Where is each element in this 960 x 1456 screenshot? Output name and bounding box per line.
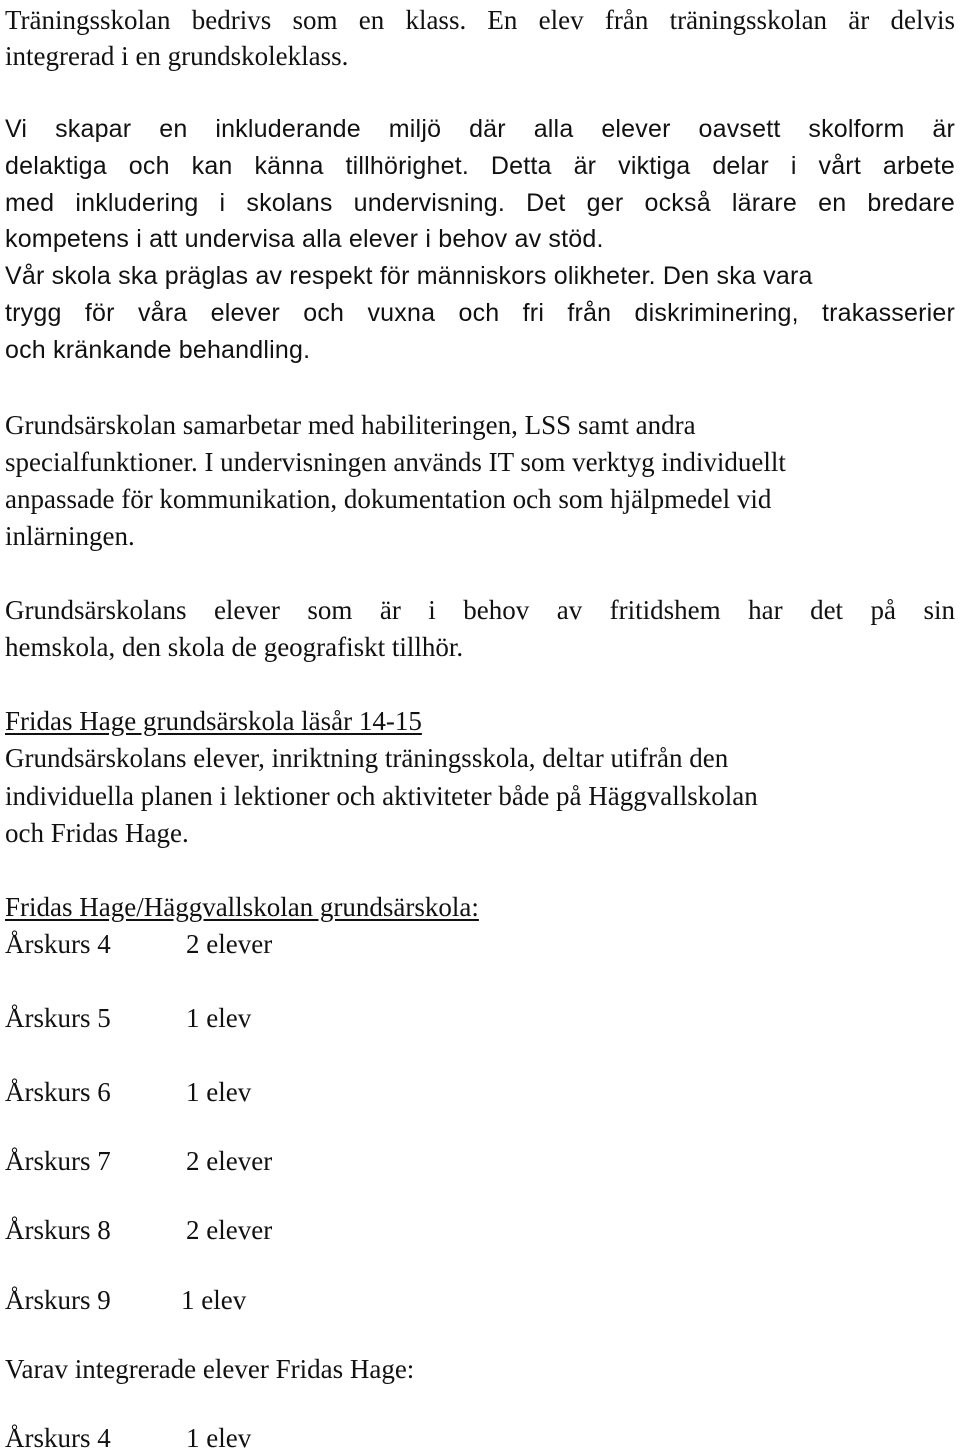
enrollment-heading: Fridas Hage/Häggvallskolan grundsärskola: bbox=[5, 892, 479, 922]
integrated-heading: Varav integrerade elever Fridas Hage: bbox=[5, 1354, 415, 1384]
integrated-row bbox=[5, 1420, 955, 1456]
cooperation-line-1: Grundsärskolan samarbetar med habiliteringen, LSS samt andra bbox=[5, 410, 696, 440]
cooperation-line-4: inlärningen. bbox=[5, 521, 135, 551]
inclusion-line-2: delaktiga och kan känna tillhörighet. Detta är viktiga delar i vårt arbete bbox=[5, 152, 955, 180]
inclusion-line-6: trygg för våra elever och vuxna och fri från diskriminering, trakasserier bbox=[5, 299, 955, 327]
enrollment-grade: Årskurs 9 bbox=[5, 1285, 111, 1315]
enrollment-count: 2 elever bbox=[186, 1215, 273, 1245]
inclusion-line-7: och kränkande behandling. bbox=[5, 336, 311, 364]
integrated-grade: Årskurs 4 bbox=[5, 1423, 111, 1453]
fridas-hage-line-2: individuella planen i lektioner och aktiviteter både på Häggvallskolan bbox=[5, 781, 758, 811]
enrollment-row bbox=[5, 1000, 955, 1036]
fridas-hage-heading: Fridas Hage grundsärskola läsår 14-15 bbox=[5, 706, 422, 736]
enrollment-row bbox=[5, 1074, 955, 1110]
inclusion-line-3: med inkludering i skolans undervisning. Det ger också lärare en bredare bbox=[5, 189, 955, 217]
enrollment-count: 1 elev bbox=[186, 1003, 252, 1033]
enrollment-count: 1 elev bbox=[181, 1285, 247, 1315]
intro-line-2: integrerad i en grundskoleklass. bbox=[5, 41, 349, 71]
afterschool-line-2: hemskola, den skola de geografiskt tillhör. bbox=[5, 632, 464, 662]
inclusion-line-5: Vår skola ska präglas av respekt för människors olikheter. Den ska vara bbox=[5, 262, 813, 290]
enrollment-grade: Årskurs 6 bbox=[5, 1077, 111, 1107]
enrollment-grade: Årskurs 8 bbox=[5, 1215, 111, 1245]
enrollment-count: 2 elever bbox=[186, 1146, 273, 1176]
enrollment-count: 2 elever bbox=[186, 929, 273, 959]
enrollment-row bbox=[5, 1143, 955, 1179]
inclusion-line-1: Vi skapar en inkluderande miljö där alla elever oavsett skolform är bbox=[5, 115, 955, 143]
enrollment-grade: Årskurs 7 bbox=[5, 1146, 111, 1176]
enrollment-count: 1 elev bbox=[186, 1077, 252, 1107]
integrated-count: 1 elev bbox=[186, 1423, 252, 1453]
intro-line-1: Träningsskolan bedrivs som en klass. En elev från träningsskolan är delvis bbox=[5, 5, 955, 35]
cooperation-line-3: anpassade för kommunikation, dokumentation och som hjälpmedel vid bbox=[5, 484, 772, 514]
enrollment-grade: Årskurs 4 bbox=[5, 929, 111, 959]
enrollment-grade: Årskurs 5 bbox=[5, 1003, 111, 1033]
afterschool-line-1: Grundsärskolans elever som är i behov av fritidshem har det på sin bbox=[5, 595, 955, 625]
enrollment-row bbox=[5, 926, 955, 962]
enrollment-row bbox=[5, 1212, 955, 1248]
cooperation-line-2: specialfunktioner. I undervisningen används IT som verktyg individuellt bbox=[5, 447, 786, 477]
fridas-hage-line-1: Grundsärskolans elever, inriktning träningsskola, deltar utifrån den bbox=[5, 743, 729, 773]
inclusion-line-4: kompetens i att undervisa alla elever i behov av stöd. bbox=[5, 225, 604, 253]
fridas-hage-line-3: och Fridas Hage. bbox=[5, 818, 189, 848]
enrollment-row bbox=[5, 1282, 955, 1318]
